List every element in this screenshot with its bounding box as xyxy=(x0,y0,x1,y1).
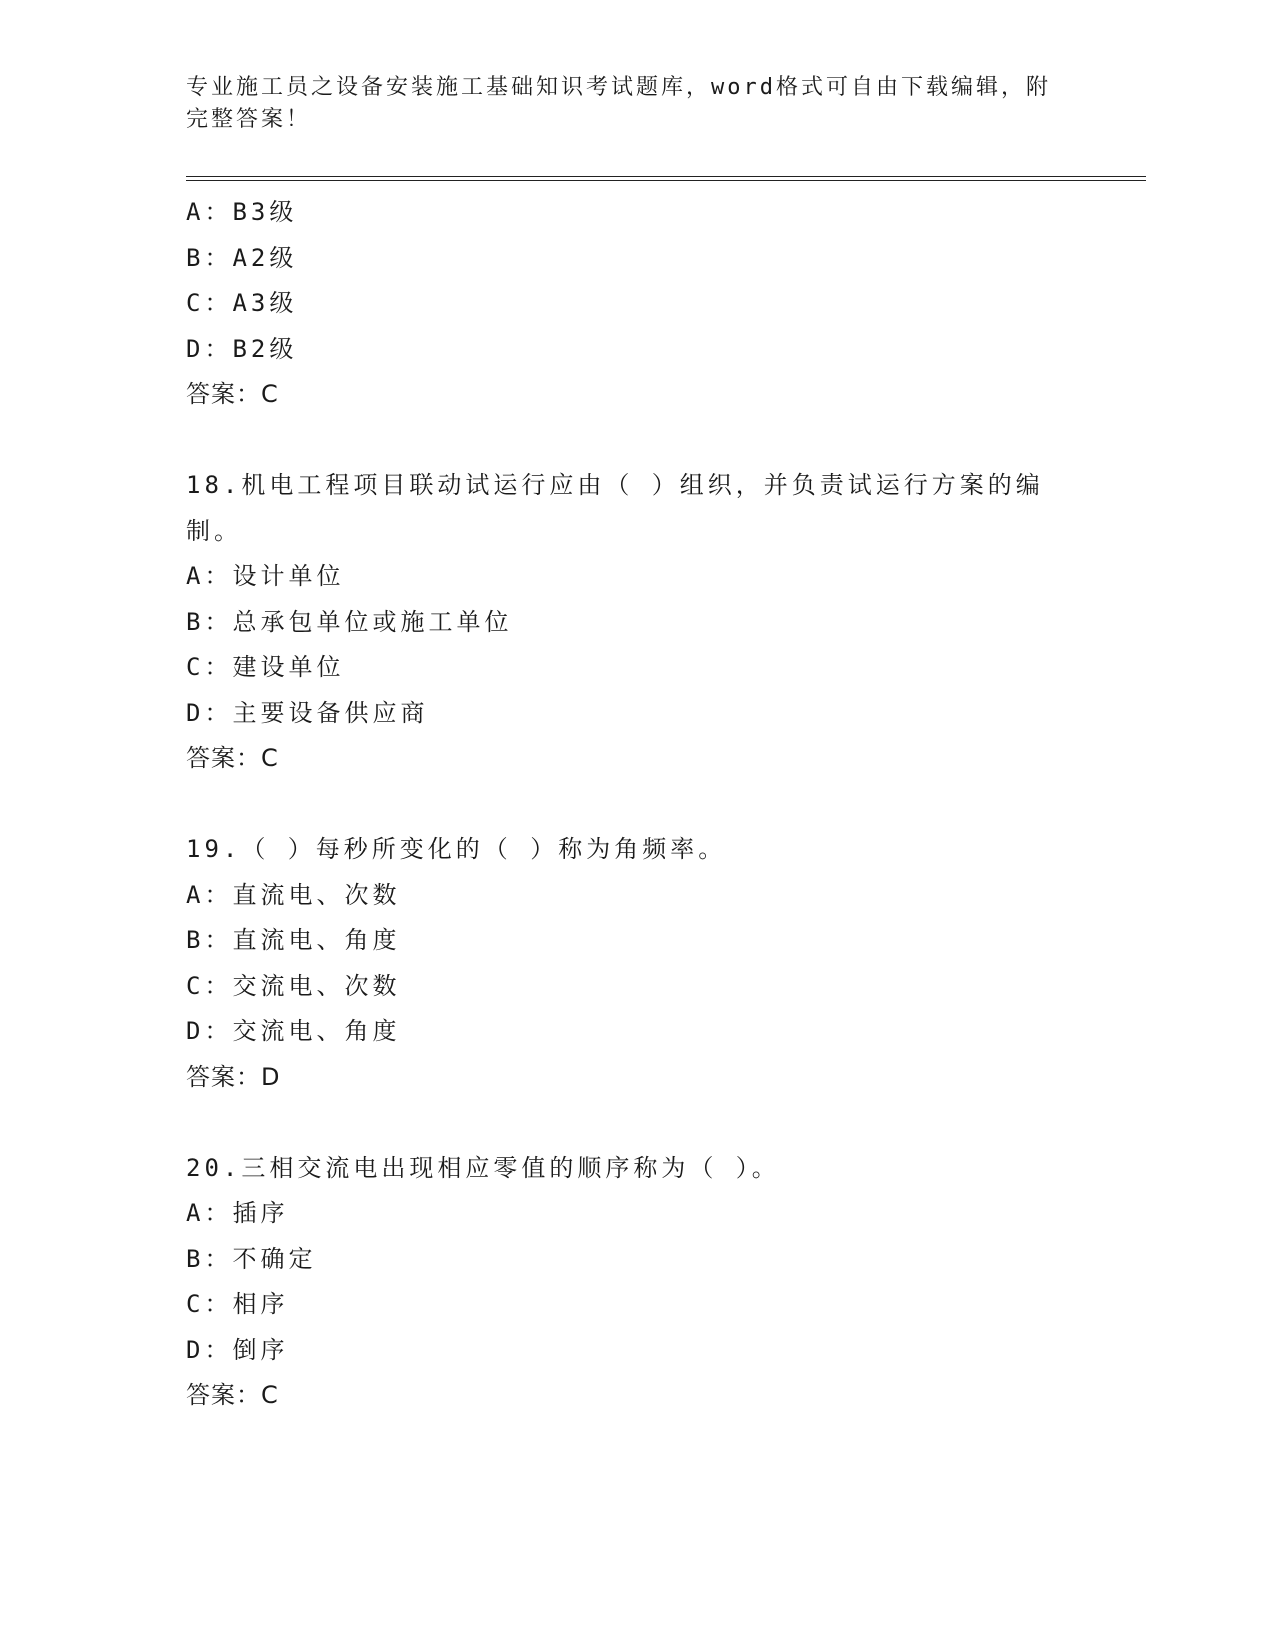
question-list xyxy=(186,190,1086,1419)
spacer xyxy=(186,1100,1086,1146)
answer-label: 答案： xyxy=(186,744,261,772)
question-text: 三相交流电出现相应零值的顺序称为（ ）。 xyxy=(241,1153,780,1182)
answer-label: 答案： xyxy=(186,1381,261,1409)
option-key: A： xyxy=(186,1199,233,1227)
document-header: 专业施工员之设备安装施工基础知识考试题库，word格式可自由下载编辑，附完整答案！ xyxy=(186,75,1051,132)
answer-line xyxy=(186,1055,1086,1101)
answer-label: 答案： xyxy=(186,1062,261,1091)
option-key: D： xyxy=(186,698,233,727)
option-key: B： xyxy=(186,243,233,272)
option-text: 插序 xyxy=(232,1199,289,1227)
answer-line xyxy=(186,1373,1086,1419)
option-key: D： xyxy=(186,334,233,363)
option-c xyxy=(186,645,1086,691)
option-key: C： xyxy=(186,1290,233,1318)
answer-line xyxy=(186,372,1086,418)
option-key: B： xyxy=(186,926,233,954)
question-number: 19. xyxy=(186,835,242,863)
option-key: A： xyxy=(186,562,233,590)
option-key: C： xyxy=(186,971,233,1000)
option-c xyxy=(186,281,1086,327)
answer-value: D xyxy=(261,1062,281,1091)
answer-line xyxy=(186,736,1086,782)
option-key: D： xyxy=(186,1335,233,1364)
option-key: C： xyxy=(186,653,233,681)
header-rule-bottom xyxy=(186,180,1146,181)
option-key: C： xyxy=(186,289,233,317)
option-text: B2级 xyxy=(232,334,298,363)
option-text: 倒序 xyxy=(232,1335,289,1364)
answer-value: C xyxy=(261,380,279,408)
question-18 xyxy=(186,463,1086,782)
option-b xyxy=(186,918,1086,964)
option-text: 建设单位 xyxy=(232,653,345,681)
question-number: 20. xyxy=(186,1153,242,1182)
option-text: A3级 xyxy=(232,289,298,317)
spacer xyxy=(186,782,1086,828)
option-text: 直流电、次数 xyxy=(232,880,401,909)
option-a xyxy=(186,1191,1086,1237)
option-text: A2级 xyxy=(232,243,298,272)
question-number: 18. xyxy=(186,471,242,499)
question-text: 机电工程项目联动试运行应由（ ）组织，并负责试运行方案的编 xyxy=(241,471,1044,499)
option-c xyxy=(186,964,1086,1010)
answer-value: C xyxy=(261,1381,279,1409)
question-20 xyxy=(186,1146,1086,1419)
option-b xyxy=(186,1237,1086,1283)
option-text: 交流电、次数 xyxy=(232,971,401,1000)
option-key: A： xyxy=(186,198,233,226)
question-19 xyxy=(186,827,1086,1100)
option-text: 不确定 xyxy=(232,1244,317,1273)
option-b xyxy=(186,236,1086,282)
option-a xyxy=(186,873,1086,919)
answer-value: C xyxy=(261,744,279,772)
option-text: 总承包单位或施工单位 xyxy=(232,607,513,636)
option-text: 设计单位 xyxy=(232,562,345,590)
answer-label: 答案： xyxy=(186,380,261,408)
option-text: B3级 xyxy=(232,198,298,226)
question-17-continuation xyxy=(186,190,1086,418)
option-c xyxy=(186,1282,1086,1328)
option-d xyxy=(186,691,1086,737)
option-text: 相序 xyxy=(232,1290,289,1318)
question-text: （ ）每秒所变化的（ ）称为角频率。 xyxy=(241,835,727,863)
header-rule-top xyxy=(186,176,1146,177)
spacer xyxy=(186,418,1086,464)
option-b xyxy=(186,600,1086,646)
option-key: B： xyxy=(186,1244,233,1273)
option-d xyxy=(186,1328,1086,1374)
option-text: 交流电、角度 xyxy=(232,1017,401,1045)
option-d xyxy=(186,327,1086,373)
question-stem xyxy=(186,1146,1086,1192)
option-d xyxy=(186,1009,1086,1055)
option-text: 直流电、角度 xyxy=(232,926,401,954)
question-stem xyxy=(186,463,1086,509)
question-stem-continued: 制。 xyxy=(186,516,242,545)
option-a xyxy=(186,190,1086,236)
option-key: D： xyxy=(186,1017,233,1045)
option-a xyxy=(186,554,1086,600)
question-stem xyxy=(186,827,1086,873)
option-key: A： xyxy=(186,880,233,909)
option-text: 主要设备供应商 xyxy=(232,698,429,727)
option-key: B： xyxy=(186,607,233,636)
